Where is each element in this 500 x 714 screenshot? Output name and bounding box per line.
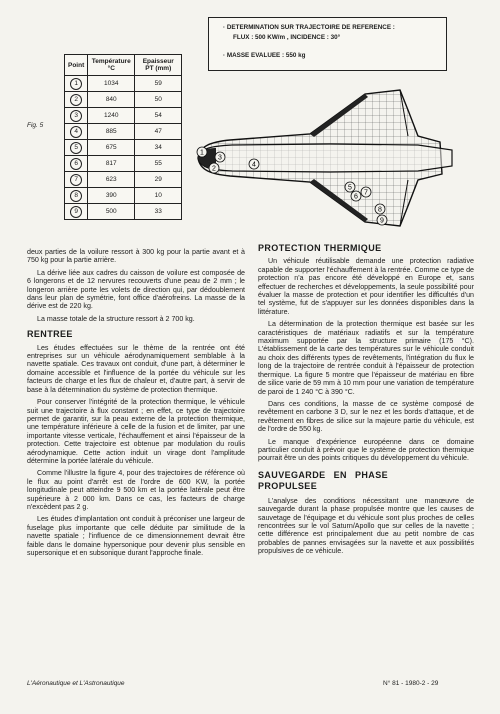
footer-journal: L'Aéronautique et L'Astronautique <box>27 680 125 687</box>
info-line-3: · MASSE EVALUEE : 550 kg <box>223 52 306 59</box>
heading-rentree: RENTREE <box>27 329 73 340</box>
right-p2: La détermination de la protection thermique est basée sur les caractéristiques de matériaux radiatifs et sur la température maximum supportée par la structure primaire (175 °C). L'établissement de la carte des températures sur le véhicule conduit au choix des différents types de revêtements, l'intégration du flux le long de la trajectoire de rentrée conduit à l'épaisseur de protection thermique. La figure 5 montre que l'épaisseur de matériau en fibre de silice varie de 59 mm à 10 mm pour une variation de température de paroi de 1 240 °C à 390 °C. <box>258 320 474 396</box>
fuselage-outline <box>198 144 452 172</box>
left-p3: La masse totale de la structure ressort à 2 700 kg. <box>37 314 195 323</box>
right-column <box>258 244 474 560</box>
point-marker-label: 6 <box>354 193 358 201</box>
table-row <box>65 92 182 108</box>
point-number: 3 <box>70 110 82 122</box>
thickness-cell: 59 <box>135 76 182 92</box>
table-row <box>65 156 182 172</box>
point-marker-label: 2 <box>212 165 216 173</box>
point-marker-label: 9 <box>380 217 384 225</box>
table-body <box>65 76 182 220</box>
point-number: 4 <box>70 126 82 138</box>
temperature-table <box>64 54 182 220</box>
point-marker-label: 8 <box>378 206 382 214</box>
thickness-cell: 55 <box>135 156 182 172</box>
thickness-cell: 34 <box>135 140 182 156</box>
info-box <box>208 17 447 71</box>
table-row <box>65 108 182 124</box>
table-row <box>65 76 182 92</box>
point-number: 5 <box>70 142 82 154</box>
point-number: 6 <box>70 158 82 170</box>
right-p3: Dans ces conditions, la masse de ce système composé de revêtement en carbone 3 D, sur le nez et les bords d'attaque, et de revêtement en fibres de silice sur la majeure partie du véhicule, est de l'ordre de 550 kg. <box>258 399 474 434</box>
temperature-cell: 840 <box>88 92 135 108</box>
point-number: 2 <box>70 94 82 106</box>
point-number: 9 <box>70 206 82 218</box>
thickness-cell: 54 <box>135 108 182 124</box>
table-row <box>65 124 182 140</box>
left-p7: Les études d'implantation ont conduit à préconiser une largeur de fuselage plus importante que celle déduite par similitude de la navette spatiale ; l'influence de ce dimensionnement devrait être faible dans le domaine hypersonique pour devenir plus sensible en supersonique et en subsonique durant l'approche finale. <box>27 515 245 557</box>
col-epaisseur: Epaisseur PT (mm) <box>135 55 182 76</box>
left-p5: Pour conserver l'intégrité de la protection thermique, le véhicule suit une trajectoire à flux constant ; en effet, ce type de trajectoire permet de garantir, sur la peau externe de la protection thermique, une température inférieure à celle de la fusion et de limiter, par une importante vitesse verticale, l'échauffement et ainsi l'épaisseur de la protection. Cette trajectoire est obtenue par modulation du roulis aérodynamique. Cette action induit un virage dont l'amplitude détermine la portée latérale du véhicule. <box>27 398 245 465</box>
thickness-cell: 50 <box>135 92 182 108</box>
left-p1: deux parties de la voilure ressort à 300 kg pour la partie avant et à 750 kg pour la partie arrière. <box>27 248 245 265</box>
right-p5: L'analyse des conditions nécessitant une manœuvre de sauvegarde durant la phase propulsée montre que les causes de sauvetage de l'équipage et du véhicule sont plus proches de celles rencontrées sur le vol Saturn/Apollo que sur celles de la navette ; cette différence est principalement due au petit nombre de cas probables de pannes envisagées sur la navette et aux possibilités propulsives de ce véhicule. <box>258 496 474 556</box>
thickness-cell: 10 <box>135 188 182 204</box>
temperature-cell: 817 <box>88 156 135 172</box>
figure-label: Fig. 5 <box>27 122 44 129</box>
left-p6: Comme l'illustre la figure 4, pour des trajectoires de référence où le flux au point d'arrêt est de l'ordre de 600 KW, la portée longitudinale peut atteindre 9 500 km et la portée latérale peut être supérieure à 2 000 km. Dans ce cas, les facteurs de charge n'excèdent pas 2 g. <box>27 469 245 511</box>
heading-sauvegarde: SAUVEGARDE EN PHASE PROPULSEE <box>258 469 388 491</box>
point-number: 8 <box>70 190 82 202</box>
left-p4: Les études effectuées sur le thème de la rentrée ont été entreprises sur un véhicule aérodynamiquement semblable à la navette spatiale. Ces travaux ont conduit, d'une part, à déterminer le domaine accessible et l'influence de la portée du véhicule sur les facteurs de charge et les flux de chaleur et, d'autre part, à servir de base à la détermination du système de protection thermique. <box>27 343 245 394</box>
left-p2: La dérive liée aux cadres du caisson de voilure est composée de 6 longerons et de 12 nervures recouverts d'une peau de 2 mm ; le longeron arrière porte les volets de direction qui, par dédoublement dans leur plan de symétrie, font office d'aérofreins. La masse de la dérive est de 220 kg. <box>27 268 245 311</box>
table-row <box>65 204 182 220</box>
right-p4: Le manque d'expérience européenne dans ce domaine particulier conduit à prévoir que le système de protection thermique pourrait être un des points critiques du développement du véhicule. <box>258 437 474 463</box>
info-line-1: · DETERMINATION SUR TRAJECTOIRE DE REFERENCE : <box>223 24 395 31</box>
point-marker-label: 3 <box>218 154 222 162</box>
temperature-cell: 500 <box>88 204 135 220</box>
thickness-cell: 47 <box>135 124 182 140</box>
info-line-2: FLUX : 500 KW/m , INCIDENCE : 30° <box>233 34 341 41</box>
temperature-cell: 1034 <box>88 76 135 92</box>
col-point: Point <box>65 55 88 76</box>
temperature-cell: 675 <box>88 140 135 156</box>
col-temperature: Température °C <box>88 55 135 76</box>
footer-page: N° 81 - 1980-2 - 29 <box>383 680 439 687</box>
temperature-cell: 390 <box>88 188 135 204</box>
shuttle-diagram <box>190 80 460 240</box>
temperature-cell: 1240 <box>88 108 135 124</box>
point-marker-label: 1 <box>200 149 204 157</box>
thickness-cell: 33 <box>135 204 182 220</box>
temperature-cell: 623 <box>88 172 135 188</box>
right-p1: Un véhicule réutilisable demande une protection radiative capable de supporter l'échauffement à la rentrée. Comme ce type de protection n'a pas encore été développé en Europe et, sans effectuer de recherches et développements, la seule possibilité pour évaluer la masse de protection et pour identifier les difficultés d'un tel système, fut de s'appuyer sur les données disponibles dans la littérature. <box>258 257 474 316</box>
thickness-cell: 29 <box>135 172 182 188</box>
point-number: 7 <box>70 174 82 186</box>
table-row <box>65 172 182 188</box>
point-marker-label: 7 <box>364 189 368 197</box>
point-marker-label: 4 <box>252 161 256 169</box>
point-number: 1 <box>70 78 82 90</box>
temperature-cell: 885 <box>88 124 135 140</box>
heading-protection: PROTECTION THERMIQUE <box>258 243 382 253</box>
point-marker-label: 5 <box>348 184 352 192</box>
left-column <box>27 248 245 561</box>
table-row <box>65 188 182 204</box>
table-row <box>65 140 182 156</box>
